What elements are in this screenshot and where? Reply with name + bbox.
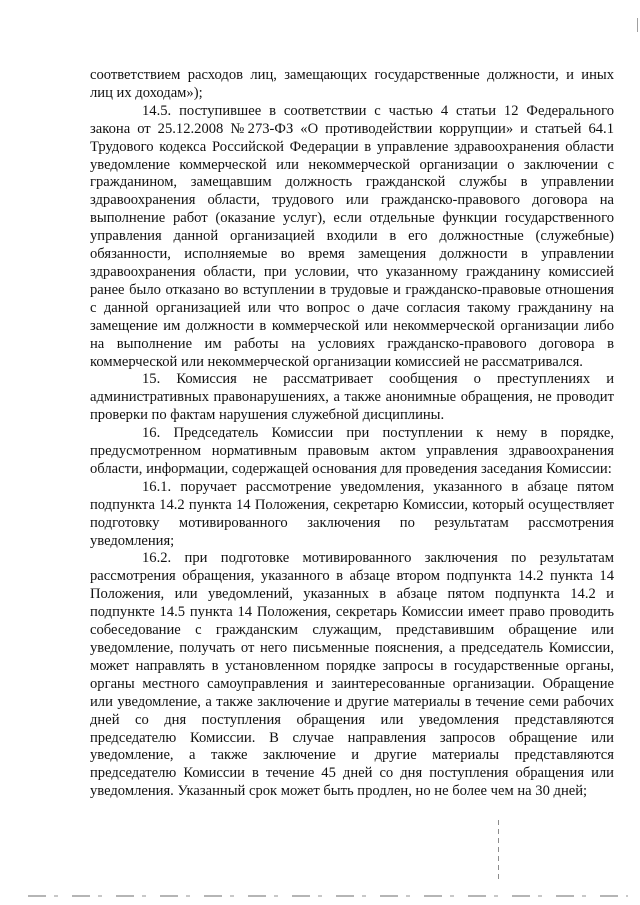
paragraph-15: 15. Комиссия не рассматривает сообщения о преступлениях и административных правонарушениях, а также анонимные обращения, не проводит проверки по фактам нарушения служебной дисциплины.	[90, 371, 614, 424]
scan-artifact	[498, 820, 499, 882]
paragraph-16: 16. Председатель Комиссии при поступлении к нему в порядке, предусмотренном нормативным правовым актом управления здравоохранения области, информации, содержащей основания для проведения заседания Комиссии:	[90, 425, 614, 477]
paragraph-16-1: 16.1. поручает рассмотрение уведомления, указанного в абзаце пятом подпункта 14.2 пункта 14 Положения, секретарю Комиссии, который осуществляет подготовку мотивированного заключения по результатам рассмотрения уведомления;	[90, 478, 614, 549]
scan-artifact	[28, 895, 628, 897]
paragraph-16-2: 16.2. при подготовке мотивированного заключения по результатам рассмотрения обращения, указанного в абзаце втором подпункта 14.2 пункта 14 Положения, или уведомлений, указанных в абзаце пятом подпункта 14.2 и подпункте 14.5 пункта 14 Положения, секретарь Комиссии имеет право проводить собеседование с гражданским служащим, представившим обращение или уведомление, получать от него письменные пояснения, а председатель Комиссии, может направлять в установленном порядке запросы в государственные органы, органы местного самоуправления и заинтересованные организации. Обращение или уведомление, а также заключение и другие материалы в течение семи рабочих дней со дня поступления обращения или уведомления представляются председателю Комиссии. В случае направления запросов обращение или уведомление, а также заключение и другие материалы представляются председателю Комиссии в течение 45 дней со дня поступления обращения или уведомления. Указанный срок может быть продлен, но не более чем на 30 дней;	[90, 550, 614, 800]
paragraph-continuation: соответствием расходов лиц, замещающих государственные должности, и иных лиц их доходам»);	[90, 67, 614, 101]
document-body	[90, 67, 614, 801]
paragraph-14-5: 14.5. поступившее в соответствии с частью 4 статьи 12 Федерального закона от 25.12.2008 №273-ФЗ «О противодействии коррупции» и статьей 64.1 Трудового кодекса Российской Федерации в управление здравоохранения области уведомление коммерческой или некоммерческой организации о заключении с гражданином, замещавшим должность гражданской службы в управлении здравоохранения области, трудового или гражданско-правового договора на выполнение работ (оказание услуг), если отдельные функции государственного управления данной организацией входили в его должностные (служебные) обязанности, исполняемые во время замещения должности в управлении здравоохранения области, при условии, что указанному гражданину комиссией ранее было отказано во вступлении в трудовые и гражданско-правовые отношения с данной организацией или что вопрос о даче согласия такому гражданину на замещение им должности в коммерческой или некоммерческой организации либо на выполнение им работы на условиях гражданско-правового договора в коммерческой или некоммерческой организации комиссией не рассматривался.	[90, 102, 614, 370]
scan-artifact	[637, 18, 638, 32]
